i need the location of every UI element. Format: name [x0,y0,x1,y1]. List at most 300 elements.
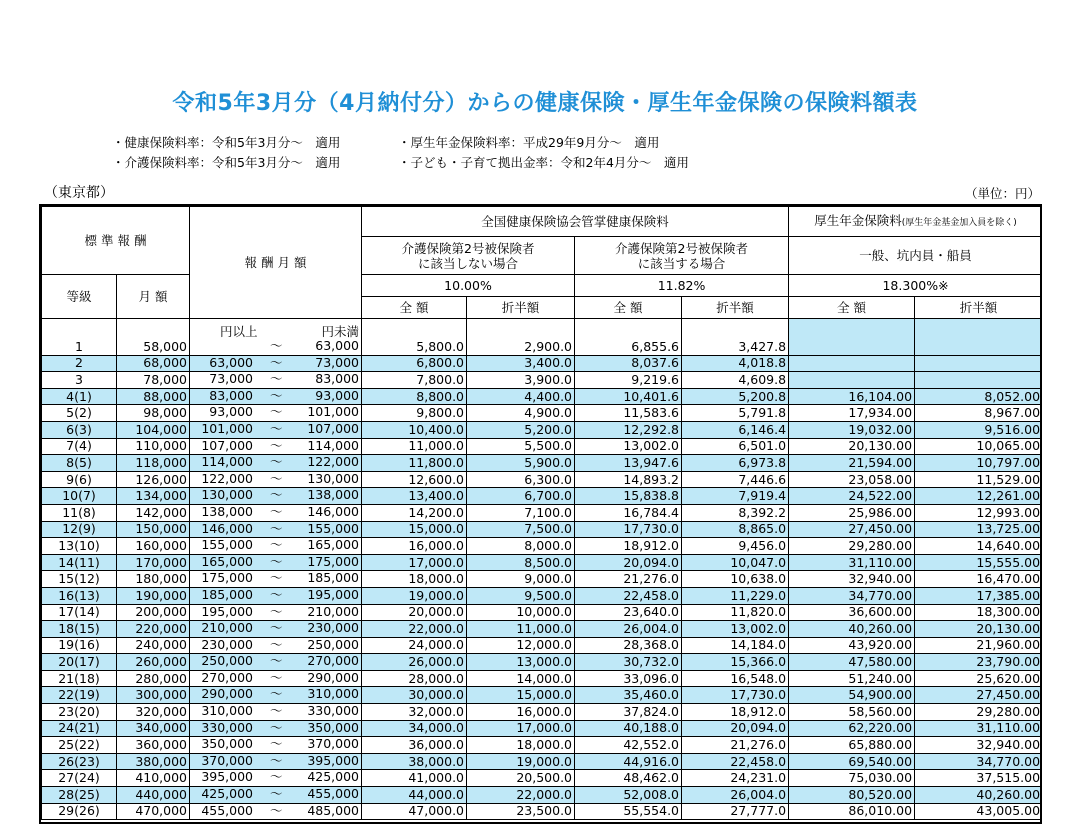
cell-range [190,587,362,604]
table-row [42,554,1043,571]
range-from: 101,000 [201,421,254,436]
header-kaigo: 介護保険第2号被保険者 に該当する場合 [575,237,789,275]
range-from: 270,000 [201,670,254,685]
unit-row [42,319,1043,340]
cell-grade: 28(25) [42,787,117,804]
cell-health-full: 24,000.0 [362,637,467,654]
range-to: 310,000 [307,686,360,702]
cell-pension-half: 12,261.00 [915,488,1042,505]
range-from: 370,000 [201,753,254,768]
cell-health-full: 30,000.0 [362,687,467,704]
header-full-2: 全 額 [575,297,682,319]
rate-no-kaigo: 10.00% [362,275,575,297]
cell-health-half: 8,000.0 [467,538,575,555]
cell-care-half: 11,229.0 [682,587,789,604]
cell-health-half: 6,300.0 [467,471,575,488]
cell-pension-full: 21,594.00 [789,455,915,472]
cell-care-half: 11,820.0 [682,604,789,621]
cell-monthly: 190,000 [117,587,190,604]
table-row [42,438,1043,455]
note-child-rate: ・子ども・子育て拠出金率：令和2年4月分～ 適用 [398,155,689,170]
cell-care-full: 14,893.2 [575,471,682,488]
note-care-rate: ・介護保険料率：令和5年3月分～ 適用 [112,155,341,170]
cell-pension-half: 40,260.00 [915,787,1042,804]
cell-pension-half: 10,065.00 [915,438,1042,455]
cell-health-half: 17,000.0 [467,720,575,737]
cell-pension-full: 65,880.00 [789,737,915,754]
range-tilde: ～ [270,355,283,370]
range-from: 122,000 [201,471,254,486]
cell-care-half: 5,200.8 [682,388,789,405]
range-from: 230,000 [201,637,254,652]
range-from: 138,000 [201,504,254,519]
cell-care-half: 13,002.0 [682,621,789,638]
cell-grade: 1 [42,339,117,355]
table-row [42,803,1043,820]
range-from: 155,000 [201,537,254,553]
table-row [42,538,1043,555]
cell-care-half: 18,912.0 [682,704,789,721]
cell-care-full: 20,094.0 [575,554,682,571]
cell-care-full: 9,219.6 [575,372,682,389]
cell-grade: 12(9) [42,521,117,538]
range-tilde: ～ [270,504,283,519]
cell-care-half: 10,638.0 [682,571,789,588]
range-tilde: ～ [270,703,283,719]
unit-from: 円以上 [220,324,258,339]
cell-health-full: 47,000.0 [362,803,467,820]
range-from: 146,000 [201,521,254,536]
range-from: 175,000 [201,570,254,586]
cell-monthly: 240,000 [117,637,190,654]
cell-pension-full: 29,280.00 [789,538,915,555]
unit-to: 円未満 [321,324,360,339]
header-grade: 等級 [42,275,117,319]
cell-monthly: 126,000 [117,471,190,488]
cell-care-half: 7,919.4 [682,488,789,505]
cell-pension-half: 12,993.00 [915,504,1042,521]
cell-pension-half: 43,005.00 [915,803,1042,820]
cell-pension-half: 13,725.00 [915,521,1042,538]
header-remuneration: 報 酬 月 額 [190,207,362,319]
cell-pension-full: 24,522.00 [789,488,915,505]
cell-monthly: 470,000 [117,803,190,820]
cell-monthly: 260,000 [117,654,190,671]
cell-pension-full: 25,986.00 [789,504,915,521]
cell-health-full: 16,000.0 [362,538,467,555]
range-tilde: ～ [270,653,283,669]
note-pension-rate: ・厚生年金保険料率：平成29年9月分～ 適用 [398,135,660,150]
cell-care-half: 9,456.0 [682,538,789,555]
cell-care-full: 52,008.0 [575,787,682,804]
range-to: 370,000 [307,736,360,752]
table-row [42,770,1043,787]
cell-health-half: 8,500.0 [467,554,575,571]
cell-pension-half: 37,515.00 [915,770,1042,787]
range-to: 270,000 [307,653,360,669]
cell-care-full: 8,037.6 [575,355,682,372]
table-row [42,670,1043,687]
range-to: 130,000 [307,471,360,486]
range-to: 165,000 [307,537,360,553]
cell-range [190,704,362,721]
cell-pension-full: 58,560.00 [789,704,915,721]
cell-care-half: 3,427.8 [682,339,789,355]
table-row [42,654,1043,671]
cell-health-full: 26,000.0 [362,654,467,671]
cell-grade: 7(4) [42,438,117,455]
cell-range [190,803,362,820]
cell-range [190,488,362,505]
range-to: 63,000 [315,339,360,353]
cell-care-half: 6,973.8 [682,455,789,472]
cell-care-full: 44,916.0 [575,753,682,770]
header-no-kaigo: 介護保険第2号被保険者 に該当しない場合 [362,237,575,275]
range-to: 73,000 [315,355,360,370]
cell-care-half: 6,146.4 [682,421,789,438]
cell-care-full: 23,640.0 [575,604,682,621]
range-from: 130,000 [201,487,254,503]
cell-monthly: 180,000 [117,571,190,588]
range-from: 114,000 [201,454,254,470]
cell-health-half: 18,000.0 [467,737,575,754]
cell-pension-half: 16,470.00 [915,571,1042,588]
range-tilde: ～ [270,686,283,702]
cell-health-full: 12,600.0 [362,471,467,488]
cell-monthly: 410,000 [117,770,190,787]
cell-care-full: 48,462.0 [575,770,682,787]
table-row [42,787,1043,804]
cell-pension-full: 20,130.00 [789,438,915,455]
cell-health-half: 7,100.0 [467,504,575,521]
header-full-3: 全 額 [789,297,915,319]
cell-health-half: 4,400.0 [467,388,575,405]
table-row [42,455,1043,472]
cell-pension-half: 21,960.00 [915,637,1042,654]
cell-monthly: 68,000 [117,355,190,372]
range-to: 455,000 [307,786,360,802]
cell-range [190,471,362,488]
range-tilde: ～ [270,487,283,503]
range-tilde: ～ [270,753,283,768]
cell-health-half: 10,000.0 [467,604,575,621]
cell-care-half: 8,392.2 [682,504,789,521]
cell-health-full: 22,000.0 [362,621,467,638]
cell-health-full: 10,400.0 [362,421,467,438]
cell-grade: 8(5) [42,455,117,472]
rate-notes-right [398,133,689,173]
table-row [42,687,1043,704]
table-row [42,421,1043,438]
cell-pension-full: 17,934.00 [789,405,915,422]
cell-monthly: 150,000 [117,521,190,538]
cell-care-full: 42,552.0 [575,737,682,754]
cell-health-half: 2,900.0 [467,339,575,355]
range-to: 230,000 [307,620,360,636]
cell-health-full: 8,800.0 [362,388,467,405]
cell-range [190,538,362,555]
range-to: 175,000 [307,554,360,569]
cell-health-half: 6,700.0 [467,488,575,505]
cell-pension-full: 51,240.00 [789,670,915,687]
cell-grade: 9(6) [42,471,117,488]
cell-health-full: 9,800.0 [362,405,467,422]
range-from: 455,000 [201,803,254,818]
cell-monthly: 160,000 [117,538,190,555]
cell-pension-full: 54,900.00 [789,687,915,704]
cell-pension-half: 27,450.00 [915,687,1042,704]
cell-grade: 25(22) [42,737,117,754]
range-from: 165,000 [201,554,254,569]
range-tilde: ～ [270,454,283,470]
range-to: 350,000 [307,720,360,735]
cell-grade: 27(24) [42,770,117,787]
cell-grade: 2 [42,355,117,372]
cell-care-full: 17,730.0 [575,521,682,538]
cell-monthly: 200,000 [117,604,190,621]
cell-health-full: 13,400.0 [362,488,467,505]
range-to: 195,000 [307,587,360,602]
range-to: 185,000 [307,570,360,586]
cell-pension-half: 25,620.00 [915,670,1042,687]
range-to: 250,000 [307,637,360,652]
range-tilde: ～ [270,769,283,785]
cell-range [190,787,362,804]
cell-pension-half: 23,790.00 [915,654,1042,671]
cell-care-full: 13,947.6 [575,455,682,472]
cell-pension-full: 27,450.00 [789,521,915,538]
rate-notes-left [112,133,340,173]
cell-grade: 3 [42,372,117,389]
cell-grade: 11(8) [42,504,117,521]
table-row [42,737,1043,754]
cell-care-full: 37,824.0 [575,704,682,721]
cell-monthly: 320,000 [117,704,190,721]
cell-health-half: 5,900.0 [467,455,575,472]
cell-health-full: 5,800.0 [362,339,467,355]
range-to: 122,000 [307,454,360,470]
cell-grade: 19(16) [42,637,117,654]
cell-range [190,753,362,770]
cell-care-full: 33,096.0 [575,670,682,687]
cell-pension-full: 69,540.00 [789,753,915,770]
table-row [42,637,1043,654]
cell-grade: 24(21) [42,720,117,737]
range-tilde: ～ [270,537,283,553]
range-from: 250,000 [201,653,254,669]
cell-care-full: 13,002.0 [575,438,682,455]
cell-monthly: 170,000 [117,554,190,571]
cell-pension-half: 14,640.00 [915,538,1042,555]
cell-health-full: 11,000.0 [362,438,467,455]
cell-range [190,571,362,588]
table-row [42,521,1043,538]
header-kosei-note: (厚生年金基金加入員を除く) [901,217,1017,228]
range-from: 290,000 [201,686,254,702]
header-standard: 標 準 報 酬 [42,207,190,275]
cell-grade: 21(18) [42,670,117,687]
cell-pension-full: 36,600.00 [789,604,915,621]
cell-health-half: 23,500.0 [467,803,575,820]
cell-monthly: 118,000 [117,455,190,472]
cell-monthly: 78,000 [117,372,190,389]
cell-grade: 10(7) [42,488,117,505]
cell-health-full: 11,800.0 [362,455,467,472]
cell-monthly: 300,000 [117,687,190,704]
cell-pension-full: 32,940.00 [789,571,915,588]
cell-monthly: 88,000 [117,388,190,405]
range-to: 83,000 [315,371,360,387]
range-to: 155,000 [307,521,360,536]
range-tilde: ～ [270,720,283,735]
header-kosei-label: 厚生年金保険料 [814,212,902,228]
cell-care-full: 30,732.0 [575,654,682,671]
cell-pension-full [789,339,915,355]
range-tilde: ～ [270,736,283,752]
cell-monthly: 58,000 [117,339,190,355]
table-row [42,339,1043,355]
cell-health-full: 6,800.0 [362,355,467,372]
cell-grade: 6(3) [42,421,117,438]
cell-range [190,504,362,521]
cell-care-full: 16,784.4 [575,504,682,521]
table-row [42,571,1043,588]
table-row [42,720,1043,737]
range-tilde: ～ [270,570,283,586]
range-tilde: ～ [270,371,283,387]
range-tilde: ～ [270,786,283,802]
cell-health-half: 5,500.0 [467,438,575,455]
cell-range [190,637,362,654]
header-general: 一般、坑内員・船員 [789,237,1042,275]
cell-care-half: 17,730.0 [682,687,789,704]
cell-care-half: 4,018.8 [682,355,789,372]
range-tilde: ～ [270,554,283,569]
cell-grade: 20(17) [42,654,117,671]
cell-pension-half: 15,555.00 [915,554,1042,571]
cell-range [190,355,362,372]
range-from: 83,000 [209,388,254,403]
cell-monthly: 134,000 [117,488,190,505]
rate-pension: 18.300%※ [789,275,1042,297]
cell-care-full: 6,855.6 [575,339,682,355]
cell-monthly: 142,000 [117,504,190,521]
cell-grade: 14(11) [42,554,117,571]
cell-pension-half: 10,797.00 [915,455,1042,472]
cell-grade: 18(15) [42,621,117,638]
cell-range [190,604,362,621]
cell-pension-full: 62,220.00 [789,720,915,737]
cell-pension-full [789,372,915,389]
cell-care-half: 22,458.0 [682,753,789,770]
table-row [42,388,1043,405]
range-tilde: ～ [270,388,283,403]
range-from: 395,000 [201,769,254,785]
table-row [42,621,1043,638]
cell-pension-full [789,355,915,372]
range-to: 330,000 [307,703,360,719]
cell-range [190,388,362,405]
cell-monthly: 280,000 [117,670,190,687]
premium-table [41,206,1042,820]
cell-range [190,554,362,571]
header-half-3: 折半額 [915,297,1042,319]
cell-range [190,372,362,389]
header-kosei [789,207,1042,237]
range-from: 185,000 [201,587,254,602]
range-from: 107,000 [201,438,254,453]
cell-care-full: 12,292.8 [575,421,682,438]
table-row [42,604,1043,621]
cell-health-full: 17,000.0 [362,554,467,571]
cell-pension-half: 32,940.00 [915,737,1042,754]
cell-grade: 29(26) [42,803,117,820]
cell-care-full: 18,912.0 [575,538,682,555]
cell-pension-full: 16,104.00 [789,388,915,405]
cell-range [190,455,362,472]
cell-pension-full: 47,580.00 [789,654,915,671]
cell-pension-half: 11,529.00 [915,471,1042,488]
range-tilde: ～ [270,404,283,420]
cell-health-full: 28,000.0 [362,670,467,687]
cell-care-half: 5,791.8 [682,405,789,422]
table-row [42,372,1043,389]
cell-pension-half: 8,052.00 [915,388,1042,405]
range-from: 210,000 [201,620,254,636]
cell-care-half: 21,276.0 [682,737,789,754]
cell-pension-full: 23,058.00 [789,471,915,488]
cell-care-full: 15,838.8 [575,488,682,505]
range-from: 73,000 [209,371,254,387]
rate-kaigo: 11.82% [575,275,789,297]
range-tilde: ～ [270,471,283,486]
cell-pension-full: 80,520.00 [789,787,915,804]
cell-pension-half [915,355,1042,372]
cell-range [190,654,362,671]
cell-range [190,720,362,737]
cell-health-half: 9,500.0 [467,587,575,604]
cell-pension-full: 40,260.00 [789,621,915,638]
cell-care-half: 8,865.0 [682,521,789,538]
cell-grade: 4(1) [42,388,117,405]
cell-care-full: 40,188.0 [575,720,682,737]
cell-monthly: 98,000 [117,405,190,422]
table-row [42,587,1043,604]
cell-pension-half: 18,300.00 [915,604,1042,621]
cell-health-half: 15,000.0 [467,687,575,704]
cell-monthly: 340,000 [117,720,190,737]
range-to: 425,000 [307,769,360,785]
unit-row-range [190,319,362,340]
range-from: 310,000 [201,703,254,719]
range-to: 146,000 [307,504,360,519]
cell-pension-half: 9,516.00 [915,421,1042,438]
cell-care-half: 15,366.0 [682,654,789,671]
cell-health-half: 7,500.0 [467,521,575,538]
cell-care-full: 21,276.0 [575,571,682,588]
cell-pension-half: 34,770.00 [915,753,1042,770]
cell-pension-full: 75,030.00 [789,770,915,787]
cell-care-full: 10,401.6 [575,388,682,405]
cell-monthly: 110,000 [117,438,190,455]
note-health-rate: ・健康保険料率：令和5年3月分～ 適用 [112,135,341,150]
cell-care-half: 20,094.0 [682,720,789,737]
cell-pension-half: 31,110.00 [915,720,1042,737]
premium-table-frame [39,204,1042,824]
cell-range [190,670,362,687]
cell-health-full: 18,000.0 [362,571,467,588]
range-to: 395,000 [307,753,360,768]
